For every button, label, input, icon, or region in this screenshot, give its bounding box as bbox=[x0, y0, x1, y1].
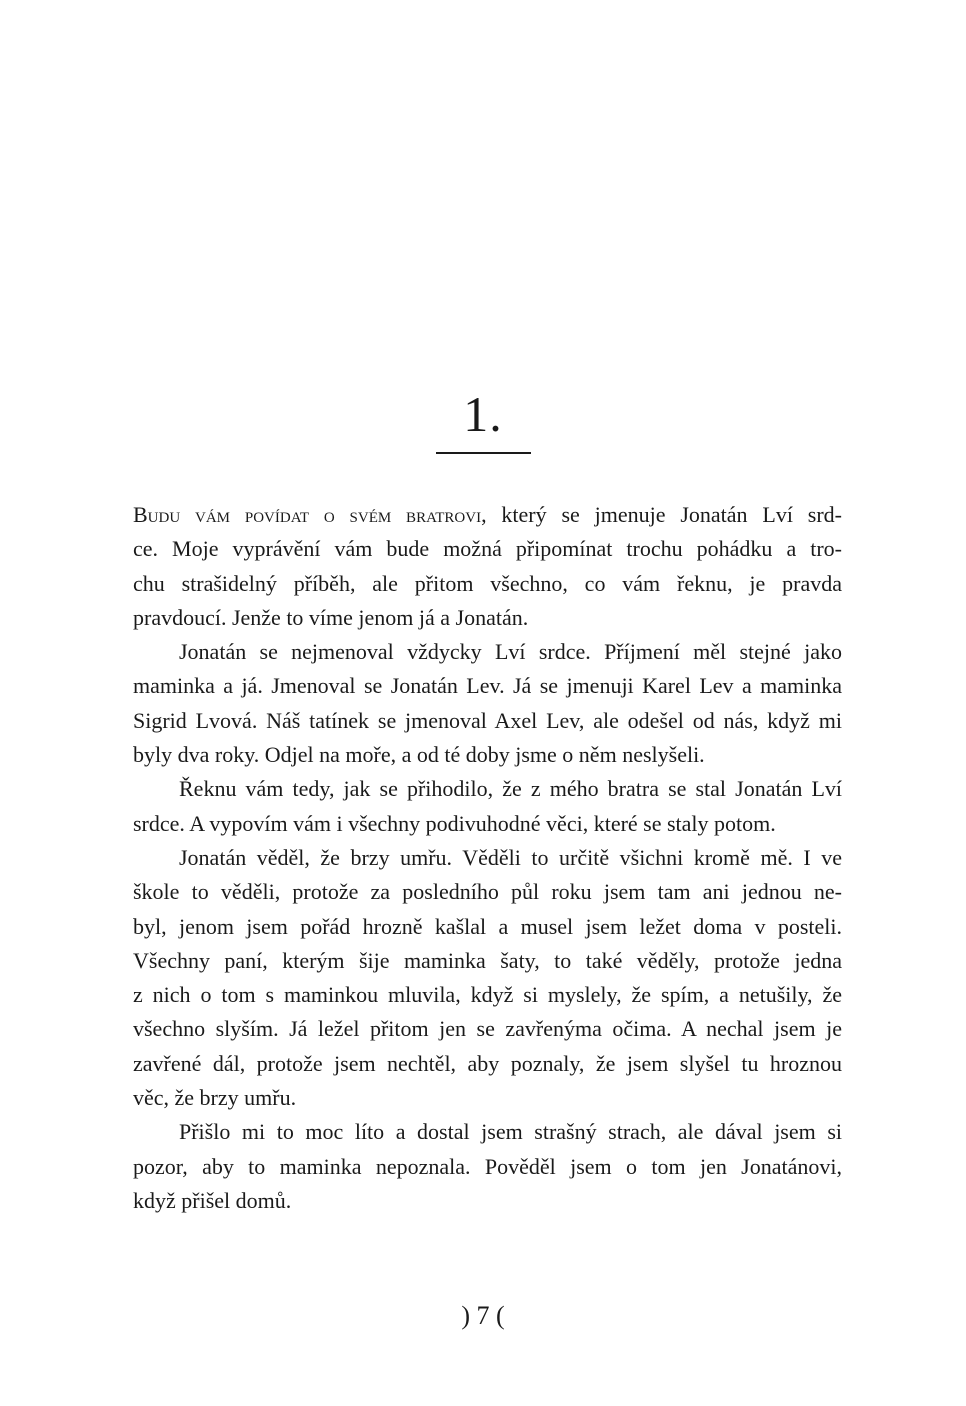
paragraph-line: všechno slyším. Já ležel přitom jen se zavřenýma očima. A nechal jsem je bbox=[133, 1016, 842, 1042]
paragraph-line: ce. Moje vyprávění vám bude možná připomínat trochu pohádku a tro- bbox=[133, 536, 842, 562]
paragraph-line: srdce. A vypovím vám i všechny podivuhodné věci, které se staly potom. bbox=[133, 810, 776, 836]
paragraph-line: Řeknu vám tedy, jak se přihodilo, že z mého bratra se stal Jonatán Lví bbox=[179, 776, 842, 802]
paragraph-line: Přišlo mi to moc líto a dostal jsem strašný strach, ale dával jsem si bbox=[179, 1119, 842, 1145]
paragraph-line: Sigrid Lvová. Náš tatínek se jmenoval Axel Lev, ale odešel od nás, když mi bbox=[133, 707, 842, 733]
paragraph-line: byl, jenom jsem pořád hrozně kašlal a musel jsem ležet doma v posteli. bbox=[133, 913, 842, 939]
line-text: , který se jmenuje Jonatán Lví srd- bbox=[481, 502, 842, 527]
paragraph-line: pravdoucí. Jenže to víme jenom já a Jonatán. bbox=[133, 604, 529, 630]
paragraph-line: Jonatán se nejmenoval vždycky Lví srdce. Příjmení měl stejné jako bbox=[179, 639, 842, 665]
paragraph-line: pozor, aby to maminka nepoznala. Pověděl jsem o tom jen Jonatánovi, bbox=[133, 1153, 842, 1179]
chapter-underline bbox=[436, 452, 531, 454]
paragraph-line: maminka a já. Jmenoval se Jonatán Lev. Já se jmenuji Karel Lev a maminka bbox=[133, 673, 842, 699]
paragraph-line: škole to věděli, protože za posledního půl roku jsem tam ani jednou ne- bbox=[133, 879, 842, 905]
paragraph-line bbox=[133, 498, 842, 532]
paragraph-line: když přišel domů. bbox=[133, 1187, 292, 1213]
opening-smallcaps: Budu vám povídat o svém bratrovi bbox=[133, 502, 482, 527]
paragraph-line: zavřené dál, protože jsem nechtěl, aby poznaly, že jsem slyšel tu hroznou bbox=[133, 1050, 842, 1076]
paragraph-line: z nich o tom s maminkou mluvila, když si myslely, že spím, a netušily, že bbox=[133, 982, 842, 1008]
paragraph-line: chu strašidelný příběh, ale přitom všechno, co vám řeknu, je pravda bbox=[133, 570, 842, 596]
paragraph-line: byly dva roky. Odjel na moře, a od té doby jsme o něm neslyšeli. bbox=[133, 742, 705, 768]
chapter-number: 1. bbox=[463, 386, 503, 442]
body-text bbox=[133, 498, 842, 1218]
paragraph-line: věc, že brzy umřu. bbox=[133, 1085, 297, 1111]
paragraph-line: Jonatán věděl, že brzy umřu. Věděli to určitě všichni kromě mě. I ve bbox=[179, 844, 842, 870]
page-number: ) 7 ( bbox=[461, 1301, 505, 1330]
paragraph-line: Všechny paní, kterým šije maminka šaty, to také věděly, protože jedna bbox=[133, 947, 842, 973]
